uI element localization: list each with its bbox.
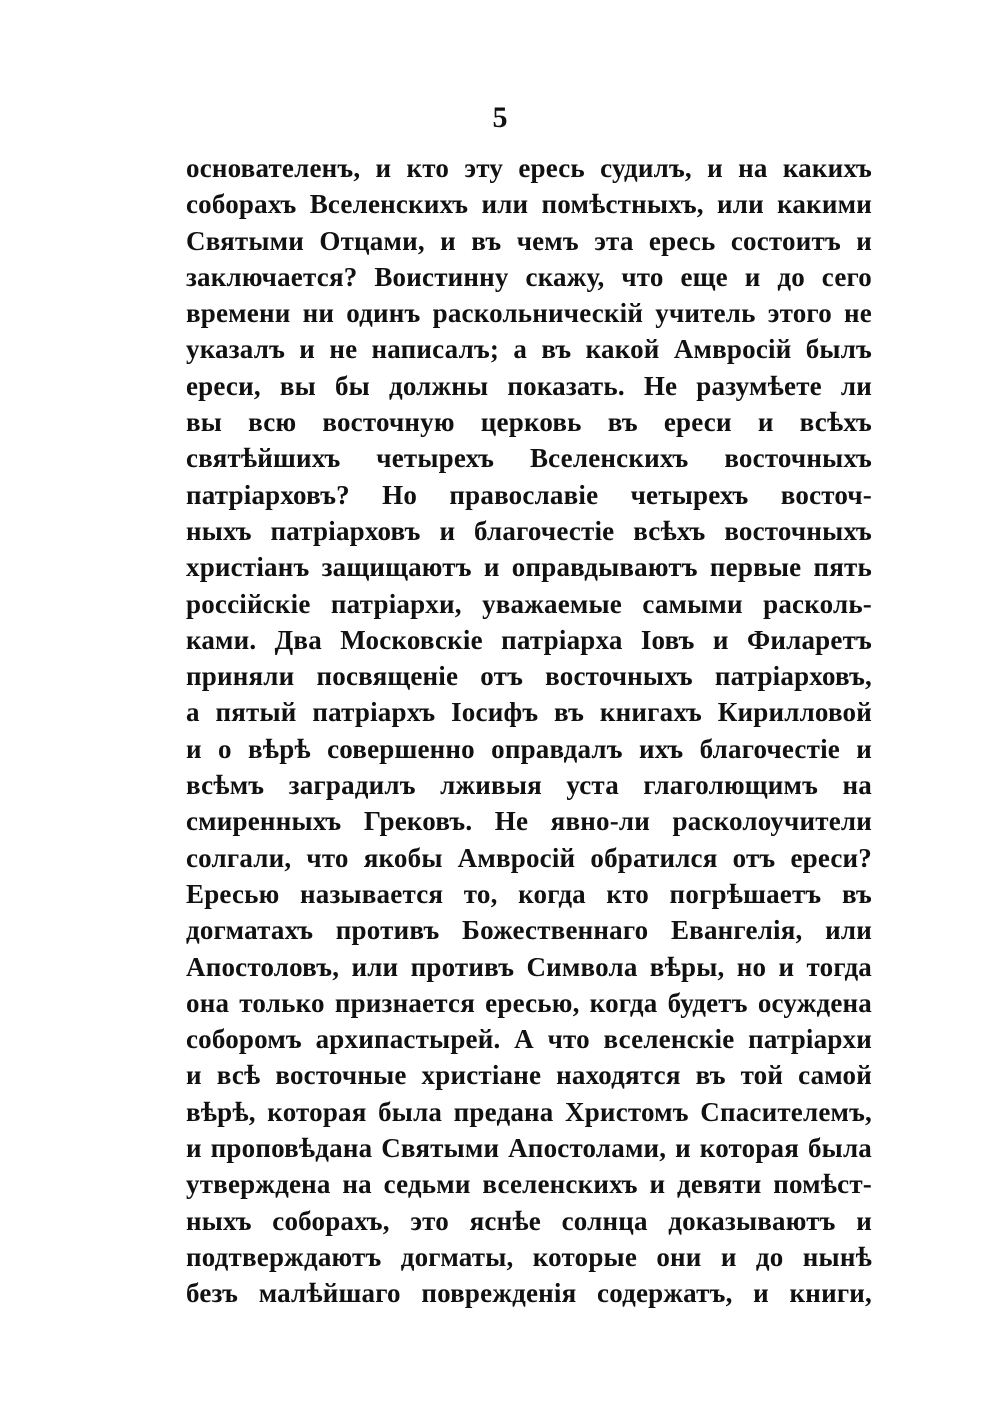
- text-line: утверждена на седьми вселенскихъ и девяти помѣст-: [186, 1169, 872, 1200]
- text-line: указалъ и не написалъ; а въ какой Амвросій былъ: [186, 334, 872, 365]
- text-line: святѣйшихъ четырехъ Вселенскихъ восточныхъ: [186, 443, 872, 474]
- text-line: и проповѣдана Святыми Апостолами, и которая была: [186, 1133, 872, 1164]
- text-line: и всѣ восточные христіане находятся въ той самой: [186, 1060, 872, 1091]
- text-line: вѣрѣ, которая была предана Христомъ Спасителемъ,: [186, 1096, 872, 1127]
- text-line: смиренныхъ Грековъ. Не явно-ли расколоучители: [186, 806, 872, 837]
- text-line: патріарховъ? Но православіе четырехъ восточ-: [186, 479, 872, 510]
- text-line: она только признается ересью, когда будетъ осуждена: [186, 987, 872, 1018]
- text-line: вы всю восточную церковь въ ереси и всѣхъ: [186, 407, 872, 438]
- text-line: Святыми Отцами, и въ чемъ эта ересь состоитъ и: [186, 225, 872, 256]
- text-line: основателенъ, и кто эту ересь судилъ, и на какихъ: [186, 153, 872, 183]
- text-line: христіанъ защищаютъ и оправдываютъ первые пять: [186, 552, 872, 583]
- text-line: догматахъ противъ Божественнаго Евангелія, или: [186, 915, 872, 946]
- text-line: времени ни одинъ раскольническій учитель этого не: [186, 298, 872, 329]
- text-line: приняли посвященіе отъ восточныхъ патріарховъ,: [186, 661, 872, 692]
- text-line: соборомъ архипастырей. А что вселенскіе патріархи: [186, 1024, 872, 1055]
- text-line: ныхъ патріарховъ и благочестіе всѣхъ восточныхъ: [186, 515, 872, 546]
- text-line: ками. Два Московскіе патріарха Іовъ и Филаретъ: [186, 624, 872, 655]
- page-number: 5: [492, 101, 508, 134]
- text-line: ереси, вы бы должны показать. Не разумѣете ли: [186, 370, 872, 401]
- text-line: солгали, что якобы Амвросій обратился отъ ереси?: [186, 842, 872, 873]
- text-line: Ересью называется то, когда кто погрѣшаетъ въ: [186, 878, 872, 909]
- text-line: и о вѣрѣ совершенно оправдалъ ихъ благочестіе и: [186, 733, 872, 764]
- text-line: подтверждаютъ догматы, которые они и до нынѣ: [186, 1241, 872, 1272]
- text-line: всѣмъ заградилъ лживыя уста глаголющимъ на: [186, 770, 872, 801]
- body-text: [186, 150, 872, 1312]
- text-line: а пятый патріархъ Іосифъ въ книгахъ Кирилловой: [186, 697, 872, 728]
- text-line: россійскіе патріархи, уважаемые самыми расколь-: [186, 588, 872, 619]
- text-line: ныхъ соборахъ, это яснѣе солнца доказываютъ и: [186, 1205, 872, 1236]
- text-line: заключается? Воистинну скажу, что еще и до сего: [186, 261, 872, 292]
- text-line: безъ малѣйшаго поврежденія содержатъ, и книги,: [186, 1278, 872, 1309]
- text-line: Апостоловъ, или противъ Символа вѣры, но и тогда: [186, 951, 872, 982]
- text-line: соборахъ Вселенскихъ или помѣстныхъ, или какими: [186, 189, 872, 220]
